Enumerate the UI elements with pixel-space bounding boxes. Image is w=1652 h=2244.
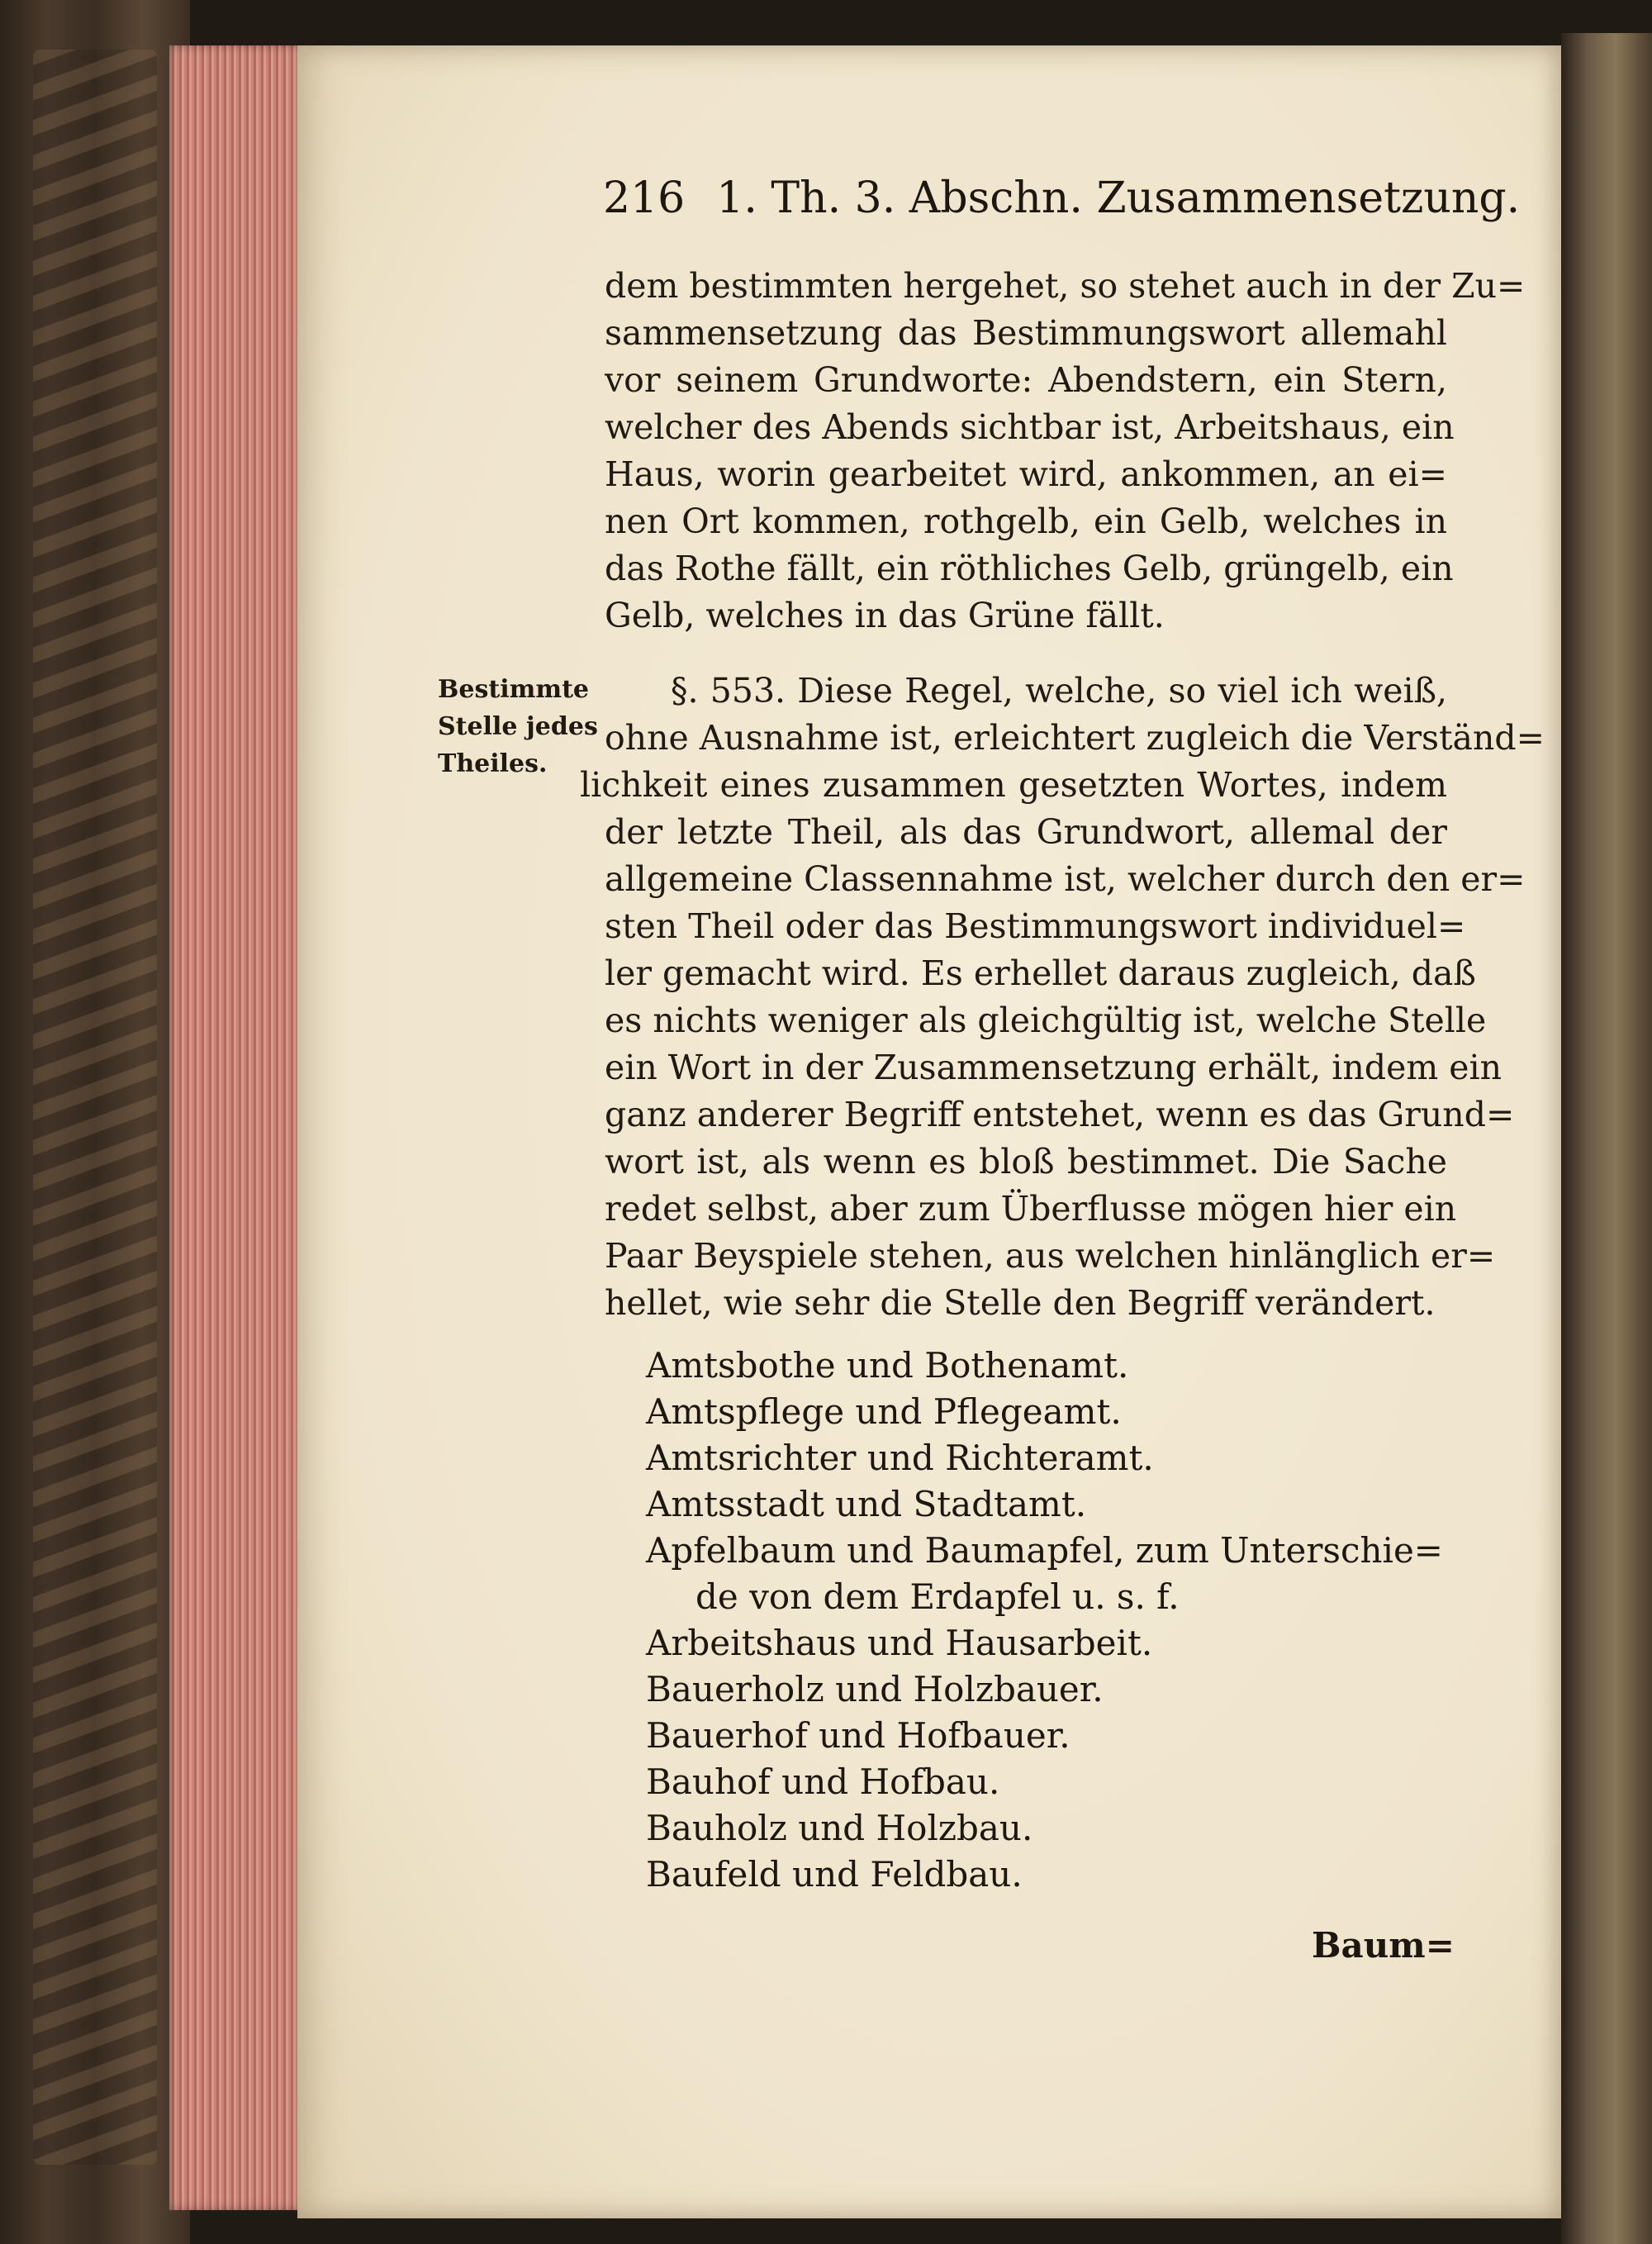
text-line: lichkeit eines zusammen gesetzten Wortes, indem xyxy=(580,765,1447,805)
text-line: wort ist, als wenn es bloß bestimmet. Die Sache xyxy=(605,1142,1447,1181)
text-line: vor seinem Grundworte: Abendstern, ein Stern, xyxy=(605,360,1447,400)
list-item: Baufeld und Feldbau. xyxy=(646,1854,1023,1895)
text-line: das Rothe fällt, ein röthliches Gelb, grüngelb, ein xyxy=(605,549,1454,588)
list-item: de von dem Erdapfel u. s. f. xyxy=(695,1576,1180,1617)
text-line: dem bestimmten hergehet, so stehet auch in der Zu= xyxy=(605,266,1526,306)
list-item: Amtsrichter und Richteramt. xyxy=(646,1438,1154,1478)
margin-note-line: Stelle jedes xyxy=(438,712,598,741)
text-line: sammensetzung das Bestimmungswort allemahl xyxy=(605,313,1447,353)
text-line: hellet, wie sehr die Stelle den Begriff verändert. xyxy=(605,1283,1436,1323)
running-title: 1. Th. 3. Abschn. Zusammensetzung. xyxy=(716,174,1521,223)
text-line: Paar Beyspiele stehen, aus welchen hinlänglich er= xyxy=(605,1236,1496,1276)
text-line: Haus, worin gearbeitet wird, ankommen, an ei= xyxy=(605,454,1447,494)
list-item: Apfelbaum und Baumapfel, zum Unterschie= xyxy=(646,1530,1443,1571)
text-line: der letzte Theil, als das Grundwort, allemal der xyxy=(605,812,1447,852)
margin-note-line: Theiles. xyxy=(438,749,548,778)
catchword: Baum= xyxy=(1312,1925,1455,1966)
text-line: es nichts weniger als gleichgültig ist, welche Stelle xyxy=(605,1001,1487,1040)
list-item: Amtsbothe und Bothenamt. xyxy=(646,1345,1129,1386)
text-line: redet selbst, aber zum Überflusse mögen hier ein xyxy=(605,1189,1457,1229)
book-binding xyxy=(0,0,190,2244)
text-line: ein Wort in der Zusammensetzung erhält, indem ein xyxy=(605,1048,1502,1087)
text-line: welcher des Abends sichtbar ist, Arbeitshaus, ein xyxy=(605,407,1455,447)
page-edges xyxy=(169,45,301,2210)
list-item: Bauholz und Holzbau. xyxy=(646,1808,1033,1848)
page-number: 216 xyxy=(603,174,686,223)
margin-note xyxy=(438,671,603,782)
list-item: Amtsstadt und Stadtamt. xyxy=(646,1484,1087,1524)
text-line: ohne Ausnahme ist, erleichtert zugleich die Verständ= xyxy=(605,718,1545,758)
text-line: allgemeine Classennahme ist, welcher durch den er= xyxy=(605,859,1526,899)
margin-note-line: Bestimmte xyxy=(438,675,590,704)
text-line: ler gemacht wird. Es erhellet daraus zugleich, daß xyxy=(605,953,1476,993)
text-line: ganz anderer Begriff entstehet, wenn es das Grund= xyxy=(605,1095,1515,1134)
list-item: Bauerholz und Holzbauer. xyxy=(646,1669,1104,1709)
list-item: Bauhof und Hofbau. xyxy=(646,1761,1000,1802)
text-line: nen Ort kommen, rothgelb, ein Gelb, welches in xyxy=(605,502,1447,541)
list-item: Bauerhof und Hofbauer. xyxy=(646,1715,1070,1756)
running-header xyxy=(603,174,1521,231)
text-line: sten Theil oder das Bestimmungswort individuel= xyxy=(605,906,1466,946)
text-line: Gelb, welches in das Grüne fällt. xyxy=(605,596,1165,635)
list-item: Arbeitshaus und Hausarbeit. xyxy=(646,1623,1153,1663)
text-line: §. 553. Diese Regel, welche, so viel ich weiß, xyxy=(671,671,1447,711)
facing-page-edge xyxy=(1561,33,1652,2244)
list-item: Amtspflege und Pflegeamt. xyxy=(646,1391,1122,1432)
